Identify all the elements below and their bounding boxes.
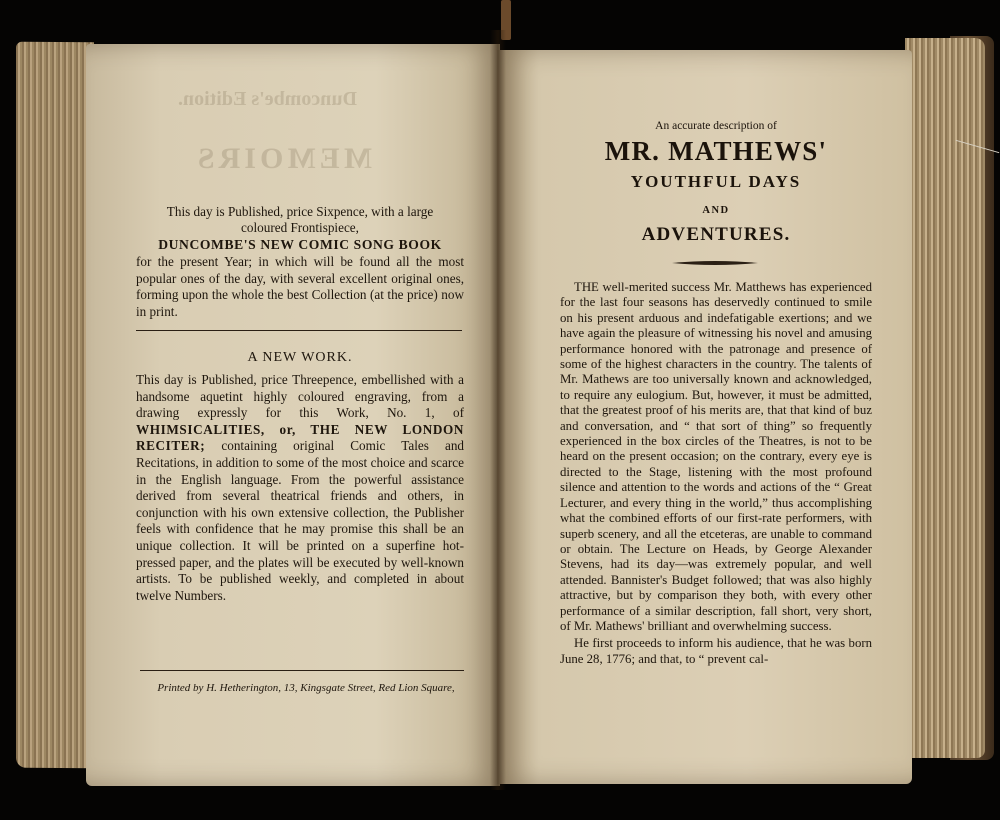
announcement2-title: WHIMSICALITIES, or, THE NEW LONDON RECITER; xyxy=(136,421,464,454)
article-body xyxy=(560,280,872,667)
page-kicker: An accurate description of xyxy=(655,120,777,132)
page-edges-left xyxy=(16,42,94,769)
printer-rule xyxy=(140,670,464,671)
bleed-through-edition: Duncombe's Edition. xyxy=(178,88,357,110)
page-subtitle-and: AND xyxy=(702,205,730,216)
page-title: MR. MATHEWS' xyxy=(604,136,828,166)
announcement2-body-end: containing original Comic Tales and Recitations, in addition to some of the most choice and scarce in the English language. From the powerful assistance derived from several theatrical friends and others, in conjunction with his own extensive collection, the Publisher feels with confidence that he may promise this shall be an unique collection. It will be printed on a superfine hot-pressed paper, and the plates will be executed by well-known artists. To be published weekly, and completed in about twelve Numbers. xyxy=(136,438,465,603)
section-divider-rule xyxy=(136,330,462,331)
paragraph-1: THE well-merited success Mr. Matthews has experienced for the last four seasons has deservedly continued to smile on his present arduous and indefatigable exertions; and we have again the pleasure of witnessing his novel and amusing performance honored with the patronage and presence of some of the highest characters in the country. The talents of Mr. Mathews are too universally known and acknowledged, to require any eulogium. But, however, it must be admitted, that the greatest proof of his merits are, that that kind of buz and conversation, and “ that sort of thing” so frequently experienced in the box circles of the Theatres, is not to be heard on the present occasion; on the contrary, every eye is directed to the Stage, listening with the most profound silence and attention to the words and actions of the “ Great Lecturer, and every thing in the world,” thus accomplishing what the combined efforts of our first-rate performers, with superb scenery, and all the etceteras, are unable to command or obtain. The Lecture on Heads, by George Alexander Stevens, had its day—was extremely popular, and well attended. Bannister's Budget followed; that was also highly attractive, but by comparison they both, with every other performance of a similar description, fall short, very short, of Mr. Mathews' brilliant and overwhelming success. xyxy=(560,280,872,633)
announcement1-body: for the present Year; in which will be found all the most popular ones of the day, with several excellent original ones, forming upon the whole the best Collection (at the price) now in print. xyxy=(136,254,464,319)
paragraph-2: He first proceeds to inform his audience, that he was born June 28, 1776; and that, to “ prevent cal- xyxy=(560,636,872,666)
page-subtitle-youthful-days: YOUTHFUL DAYS xyxy=(630,172,802,191)
announcement1-line2: coloured Frontispiece, xyxy=(241,220,359,235)
ornament-divider xyxy=(670,258,760,268)
bleed-through-memoirs: MEMOIRS xyxy=(194,142,372,175)
announcement1-title: DUNCOMBE'S NEW COMIC SONG BOOK xyxy=(158,237,442,252)
announcement1-line1: This day is Published, price Sixpence, with a large xyxy=(166,204,434,219)
book-gutter xyxy=(490,30,506,790)
announcement2-text xyxy=(136,372,464,604)
announcement2-heading: A NEW WORK. xyxy=(247,350,353,365)
announcement2-body-start: This day is Published, price Threepence, embellished with a handsome aquetint highly coloured engraving, from a drawing expressly for this Work, No. 1, of xyxy=(136,372,464,421)
page-subtitle-adventures: ADVENTURES. xyxy=(641,224,791,245)
printer-imprint: Printed by H. Hetherington, 13, Kingsgate Street, Red Lion Square, xyxy=(157,682,455,694)
